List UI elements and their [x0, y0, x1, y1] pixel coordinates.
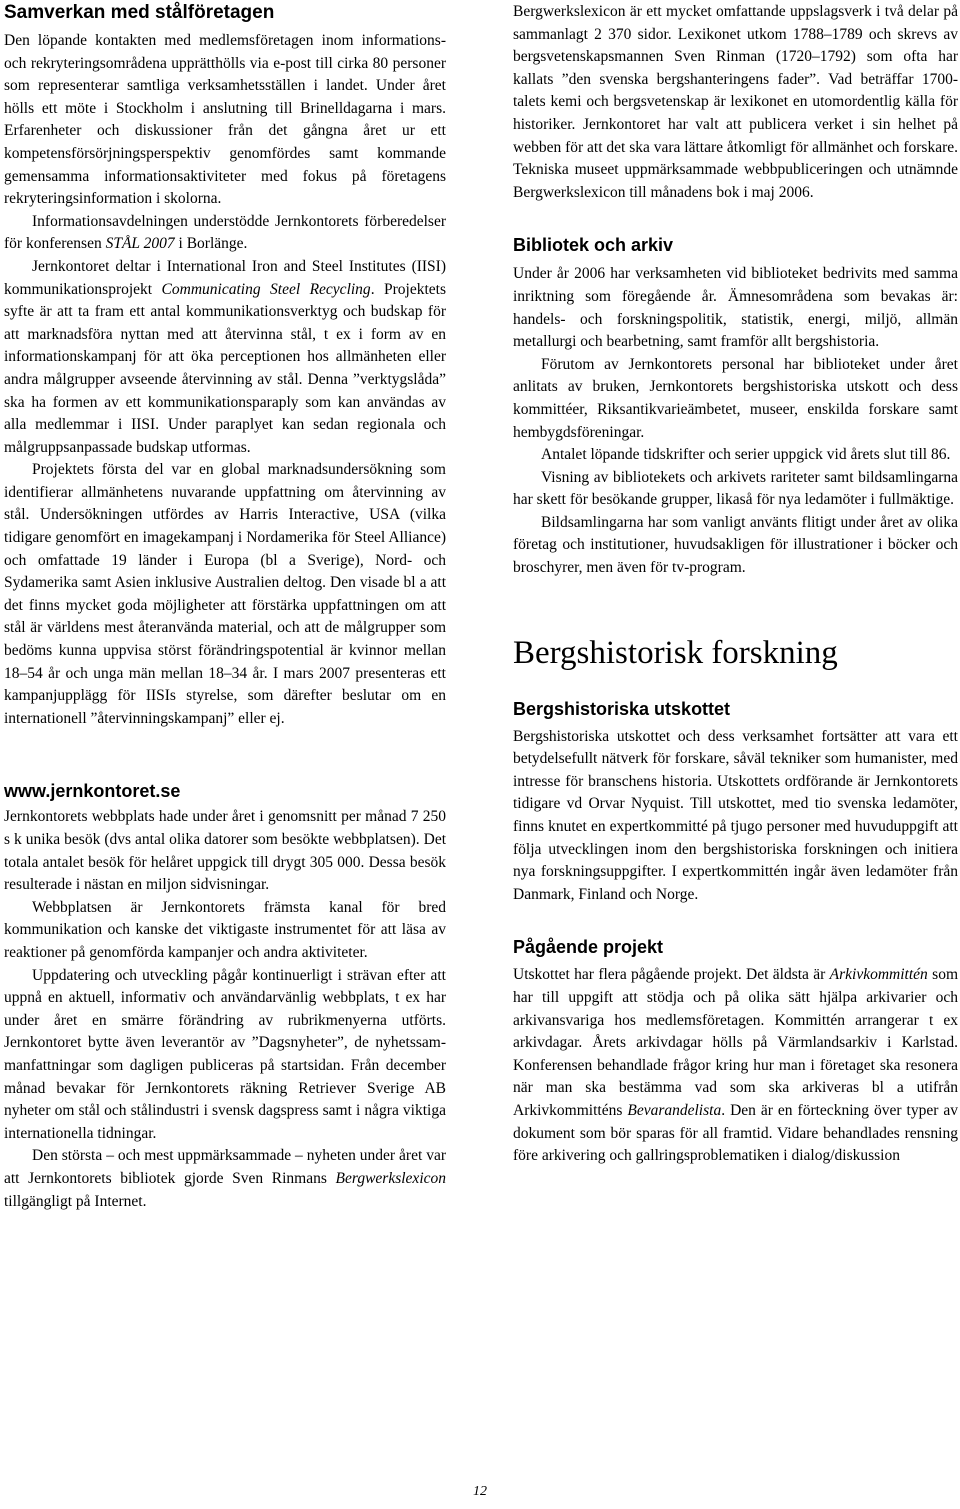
paragraph-iisi: Jernkontoret deltar i International Iron and Steel Institutes (IISI) kommunikationsprojekt Communicating Steel Recycling. Projektets syfte är att ta fram ett antal kommunikationsverktyg och budskap för att marknadsföra nyttan med att återvinna stål, t ex i form av en informationskampanj för att öka perceptionen hos allmänheten eller andra målgrupper avseende återvinning av stål. Denna ”verktygslåda” ska ha formen av ett kommunikationsparaply som kan användas av alla medlemmar i IISI. Under paraplyet kan sedan regionala och målgruppsanpassade budskap utformas. — [4, 257, 446, 456]
paragraph-lexicon-news: Den största – och mest uppmärksammade – nyheten under året var att Jernkontorets bibliotek gjorde Sven Rinmans Bergwerkslexicon tillgängligt på Internet. — [4, 1147, 446, 1210]
left-column — [4, 0, 446, 1213]
paragraph-visits: Jernkontorets webbplats hade under året i genomsnitt per månad 7 250 s k unika besök (dvs antal olika datorer som besökte webbplatsen). Det totala antalet besök för helåret uppgick till drygt 305 000. Dessa besök resulterade i nästan en miljon sidvisningar. — [4, 808, 446, 894]
page-number: 12 — [473, 1484, 487, 1499]
paragraph-library-users: Förutom av Jernkontorets personal har biblioteket under året anlitats av bruken, Jernkontorets bergshistoriska utskott och dess kommittéer, Riksantikvarieämbetet, museer, enskilda forskare samt hembygdsföreningar. — [513, 355, 958, 441]
paragraph-contacts: Den löpande kontakten med medlemsföretagen inom informations- och rekryteringsområdena upprätthölls via e-post till cirka 80 personer som representerar samtliga verksamhetsställen i landet. Under året hölls ett möte i Stockholm i anslutning till Brinelldagarna i mars. Erfarenheter och diskussioner från det gångna året ur ett kompetensförsörjningsperspektiv genomfördes samt kommande gemensamma informationsaktiviteter med fokus på företagens rekryteringsinformation i skolorna. — [4, 32, 446, 208]
heading-pagaende-projekt: Pågående projekt — [513, 937, 664, 958]
paragraph-survey: Projektets första del var en global marknadsundersökning som identifierar allmänhetens nuvarande uppfattning om återvinning av stål. Undersökningen utfördes av Harris Interactive, USA (vilka tidigare genomfört en imagekampanj i Nordamerika för Steel Alliance) och omfattade 19 länder i Europa (bl a Sverige), Nord- och Sydamerika samt Asien inklusive Australien deltog. Den visade bl a att det finns mycket goda möjligheter att förstärka uppfattningen om att stål är världens mest återanvända material, och att de målgrupper som bedöms kunna uppvisa störst förändringspotential är kvinnor mellan 18–54 år och unga män mellan 18–34 år. I mars 2007 presenteras ett kampanjupplägg för IISIs styrelse, som därefter beslutar om en internationell ”återvinningskampanj” eller ej. — [4, 461, 446, 727]
heading-bergshistorisk-forskning: Bergshistorisk forskning — [513, 634, 838, 671]
heading-utskottet: Bergshistoriska utskottet — [513, 698, 731, 719]
paragraph-updates: Uppdatering och utveckling pågår kontinuerligt i strävan efter att uppnå en aktuell, informativ och användarvänlig webbplats, t ex har under året en smärre förändring av rubrikmenyerna utförts. Jernkontoret bytte även leverantör av ”Dagsnyheter”, de nyhetssammanfattningar som dagligen publiceras på startsidan. Från december månad bevakar för Jernkontorets räkning Retriever Sverige AB nyheter om stål och stålindustri i svensk dagspress samt i några viktiga internationella tidningar. — [4, 966, 446, 1142]
paragraph-utskottet: Bergshistoriska utskottet och dess verksamhet fortsätter att vara ett betydelsefullt nätverk för forskare, såväl tekniker som humanister, med intresse för branschens historia. Utskottets ordförande är Jernkontorets tidigare vd Orvar Nyquist. Till utskottet, med tio svenska ledamöter, finns knutet en expertkommitté på tjugo personer med huvuduppgift att följa utvecklingen inom den bergshistoriska forskningen och initiera nya forskningsuppgifter. I expertkommittén ingår även ledamöter från Danmark, Finland och Norge. — [513, 727, 958, 903]
paragraph-conference: Informationsavdelningen understödde Jernkontorets förberedelser för konferensen STÅL 2007 i Borlänge. — [4, 212, 446, 253]
heading-website: www.jernkontoret.se — [4, 781, 181, 802]
heading-samverkan: Samverkan med stålföretagen — [4, 2, 275, 23]
paragraph-library: Under år 2006 har verksamheten vid biblioteket bedrivits med samma inriktning som föregående år. Ämnesområdena som bevakas är: handels- och forskningspolitik, statistik, energi, miljö, allmän metallurgi och bearbetning, samt framför allt bergshistoria. — [513, 265, 958, 351]
paragraph-rarities: Visning av bibliotekets och arkivets rariteter samt bildsamlingarna har skett för besökande grupper, likaså för nya ledamöter i fullmäktige. — [513, 468, 958, 509]
paragraph-periodicals: Antalet löpande tidskrifter och serier uppgick vid årets slut till 86. — [541, 446, 951, 464]
heading-bibliotek: Bibliotek och arkiv — [513, 235, 674, 256]
paragraph-bergwerkslexicon: Bergwerkslexicon är ett mycket omfattande uppslagsverk i två delar på sammanlagt 2 370 sidor. Lexikonet utkom 1788–1789 och skrevs av bergsvetenskapsmannen Sven Rinman (1720–1792) som ofta har kallats ”den svenska bergshanteringens fader”. Vad beträffar 1700-talets kemi och bergsvetenskap är lexikonet en utomordentlig källa för historiker. Jernkontoret har valt att publicera verket i sin helhet på webben för att det ska vara lättare åtkomligt för allmänhet och forskare. Tekniska museet uppmärksammade webbpubliceringen och utnämnde Bergwerkslexicon till månadens bok i maj 2006. — [513, 3, 959, 201]
paragraph-web-channel: Webbplatsen är Jernkontorets främsta kanal för bred kommunikation och kanske det viktigaste instrumentet för att läsa av reaktioner på genomförda kampanjer och andra aktiviteter. — [4, 898, 446, 961]
paragraph-projects: Utskottet har flera pågående projekt. Det äldsta är Arkivkommittén som har till uppgift att stödja och på olika sätt hjälpa arkivarier och arkivansvariga hos medlemsföretagen. Kommittén arrangerar t ex arkivdagar. Årets arkivdagar hölls på Värmlandsarkiv i Karlstad. Konferensen behandlade frågor kring hur man i företaget ska resonera när man ska bestämma vad som ska arkiveras bl a utifrån Arkivkommitténs Bevarandelista. Den är en förteckning över typer av dokument som bör sparas för all framtid. Vidare behandlades rensning före arkivering och gallringsproblematiken i dialog/diskussion — [513, 966, 958, 1165]
paragraph-image-collections: Bildsamlingarna har som vanligt använts flitigt under året av olika företag och institutioner, huvudsakligen för illustrationer i böcker och broschyrer, men även för tv-program. — [513, 513, 958, 577]
right-column — [513, 0, 958, 1168]
